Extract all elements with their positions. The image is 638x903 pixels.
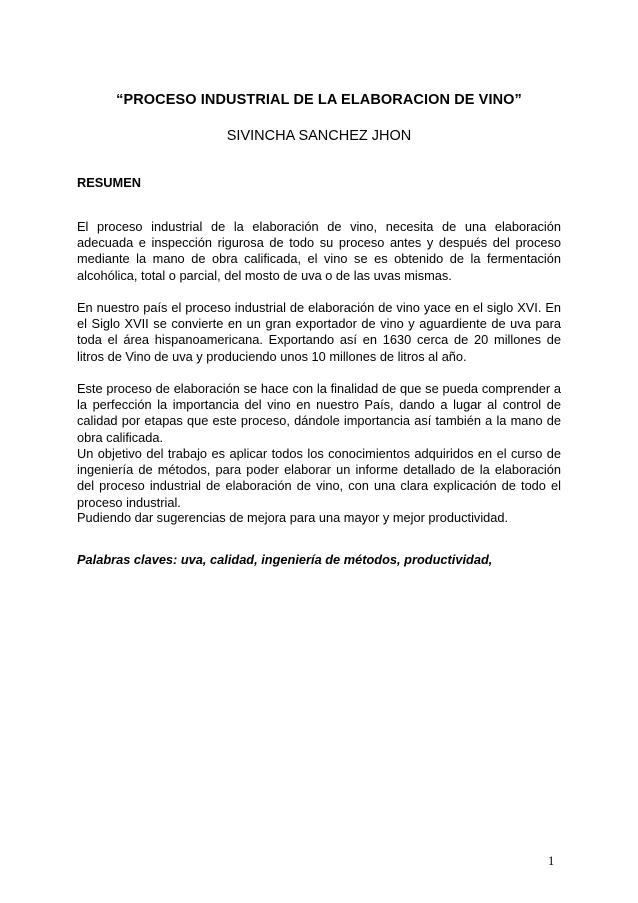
page-number: 1 bbox=[548, 854, 555, 868]
abstract-paragraph: En nuestro país el proceso industrial de elaboración de vino yace en el siglo XVI. En el Siglo XVII se convierte en un gran exportador de vino y aguardiente de uva para toda el área hispanoamericana. Exportando así en 1630 cerca de 20 millones de litros de Vino de uva y produciendo unos 10 millones de litros al año. bbox=[77, 300, 561, 364]
abstract-paragraph: Un objetivo del trabajo es aplicar todos los conocimientos adquiridos en el curso de ingeniería de métodos, para poder elaborar un informe detallado de la elaboración del proceso industrial de elaboración de vino, con una clara explicación de todo el proceso industrial. bbox=[77, 446, 561, 510]
author-name: SIVINCHA SANCHEZ JHON bbox=[226, 128, 412, 144]
document-title: “PROCESO INDUSTRIAL DE LA ELABORACION DE VINO” bbox=[116, 92, 522, 108]
keywords-line: Palabras claves: uva, calidad, ingeniería de métodos, productividad, bbox=[77, 552, 493, 567]
abstract-paragraph: El proceso industrial de la elaboración de vino, necesita de una elaboración adecuada e inspección rigurosa de todo su proceso antes y después del proceso mediante la mano de obra calificada, el vino se es obtenido de la fermentación alcohólica, total o parcial, del mosto de uva o de las uvas mismas. bbox=[77, 219, 561, 283]
section-heading-resumen: RESUMEN bbox=[77, 175, 141, 190]
abstract-paragraph: Este proceso de elaboración se hace con la finalidad de que se pueda comprender a la perfección la importancia del vino en nuestro País, dando a lugar al control de calidad por etapas que este proceso, dándole importancia así también a la mano de obra calificada. bbox=[77, 381, 561, 445]
abstract-paragraph: Pudiendo dar sugerencias de mejora para una mayor y mejor productividad. bbox=[77, 510, 509, 525]
